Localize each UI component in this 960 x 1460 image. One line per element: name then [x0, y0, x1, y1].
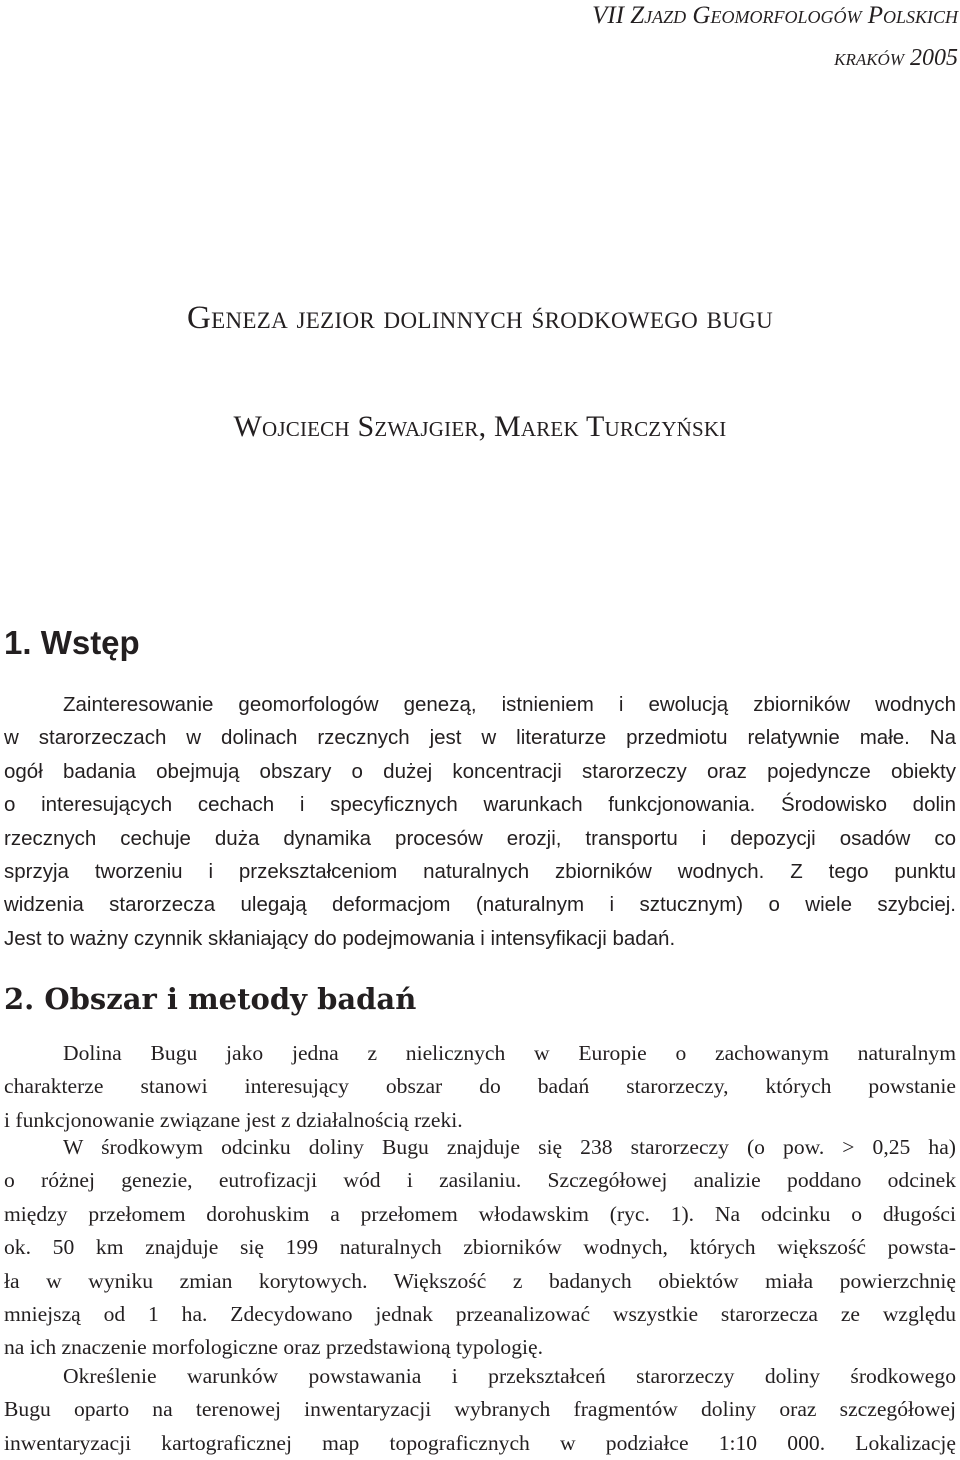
paragraph-area-1: [4, 1037, 956, 1137]
text-line: mniejszą od 1 ha. Zdecydowano jednak przeanalizować wszystkie starorzecza ze względu: [4, 1302, 956, 1327]
text-line: Bugu oparto na terenowej inwentaryzacji wybranych fragmentów doliny oraz szczegółowej: [4, 1397, 956, 1422]
text-line: Określenie warunków powstawania i przekształceń starorzeczy doliny środkowego: [63, 1364, 956, 1388]
paragraph-area-2: [4, 1131, 956, 1365]
text-line: rzecznych cechuje duża dynamika procesów erozji, transportu i depozycji osadów co: [4, 826, 956, 850]
text-line: i funkcjonowanie związane jest z działalnością rzeki.: [4, 1107, 463, 1132]
text-line: Jest to ważny czynnik skłaniający do podejmowania i intensyfikacji badań.: [4, 926, 676, 950]
text-line: o różnej genezie, eutrofizacji wód i zasilaniu. Szczegółowej analizie poddano odcinek: [4, 1168, 956, 1193]
article-title: Geneza jezior dolinnych środkowego bugu: [187, 300, 773, 336]
text-line: na ich znaczenie morfologiczne oraz przedstawioną typologię.: [4, 1335, 544, 1360]
text-line: o interesujących cechach i specyficznych warunkach funkcjonowania. Środowisko dolin: [4, 793, 956, 817]
text-line: w starorzeczach w dolinach rzecznych jest w literaturze przedmiotu relatywnie małe. Na: [4, 726, 956, 750]
text-line: Dolina Bugu jako jedna z nielicznych w Europie o zachowanym naturalnym: [63, 1041, 956, 1065]
text-line: W środkowym odcinku doliny Bugu znajduje się 238 starorzeczy (o pow. > 0,25 ha): [63, 1135, 956, 1159]
paragraph-introduction: [4, 688, 956, 955]
text-line: między przełomem dorohuskim a przełomem włodawskim (ryc. 1). Na odcinku o długości: [4, 1201, 956, 1226]
text-line: ogół badania obejmują obszary o dużej koncentracji starorzeczy oraz pojedyncze obiekty: [4, 759, 956, 783]
text-line: widzenia starorzecza ulegają deformacjom (naturalnym i sztucznym) o wiele szybciej.: [4, 893, 956, 917]
section-heading-area-methods: 2. Obszar i metody badań: [4, 982, 417, 1016]
paragraph-area-3: [4, 1360, 956, 1460]
article-authors: Wojciech Szwajgier, Marek Turczyński: [233, 410, 727, 443]
text-line: ła w wyniku zmian korytowych. Większość z badanych obiektów miała powierzchnię: [4, 1268, 956, 1293]
text-line: sprzyja tworzeniu i przekształceniom naturalnych zbiorników wodnych. Z tego punktu: [4, 860, 956, 884]
text-line: ok. 50 km znajduje się 199 naturalnych zbiorników wodnych, których większość powsta-: [4, 1235, 956, 1260]
text-line: charakterze stanowi interesujący obszar do badań starorzeczy, których powstanie: [4, 1074, 956, 1099]
section-heading-introduction: 1. Wstęp: [4, 624, 140, 661]
text-line: Zainteresowanie geomorfologów genezą, istnieniem i ewolucją zbiorników wodnych: [63, 693, 956, 716]
text-line: inwentaryzacji kartograficznej map topograficznych w podziałce 1:10 000. Lokalizację: [4, 1430, 956, 1455]
conference-place-year: kraków 2005: [834, 45, 958, 71]
conference-title: VII Zjazd Geomorfologów Polskich: [592, 2, 958, 29]
